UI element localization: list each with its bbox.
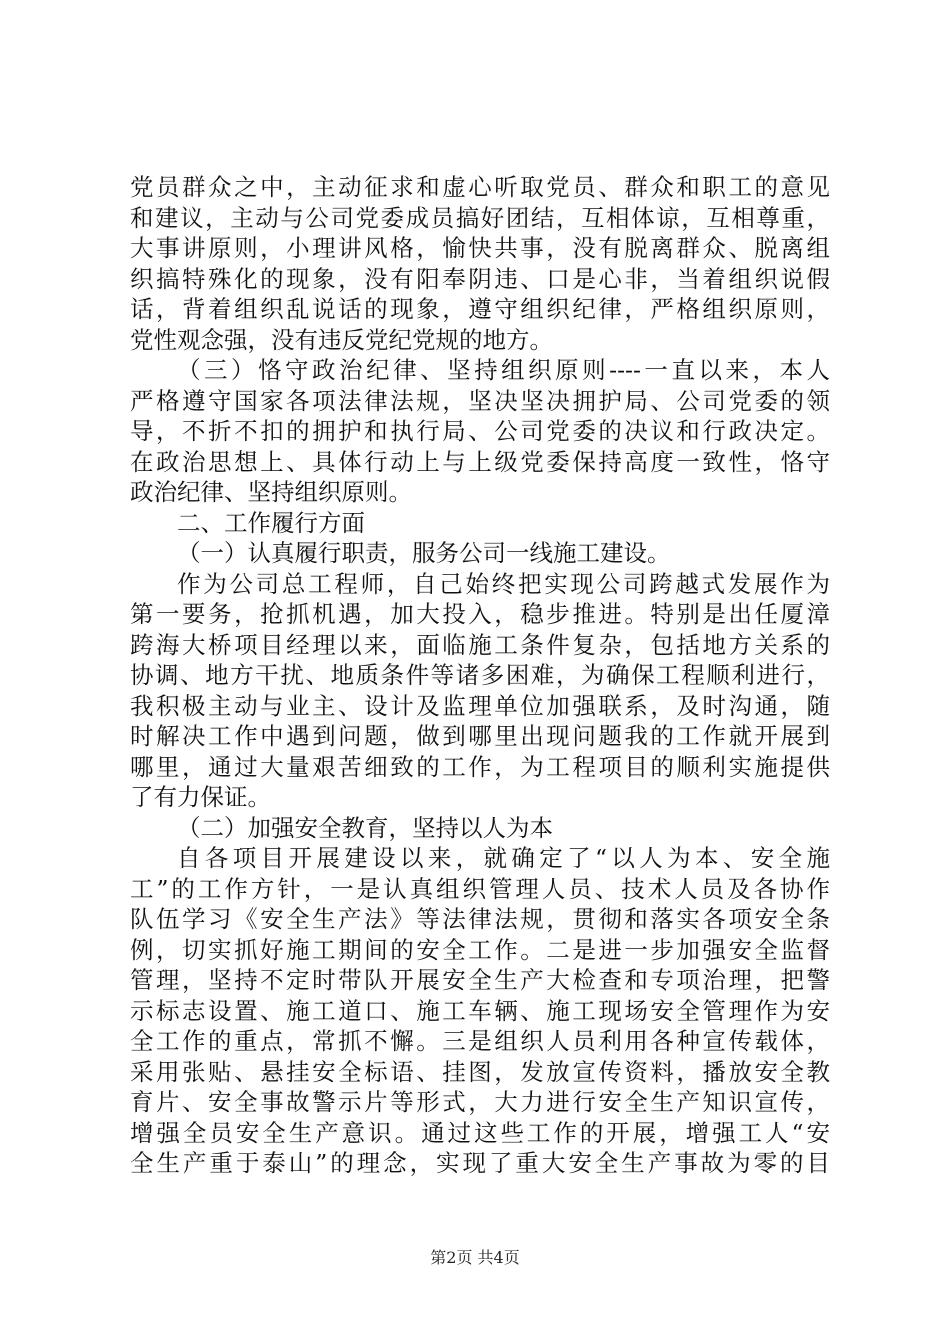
text-line: 全生产重于泰山”的理念，实现了重大安全生产事故为零的目 [130, 1149, 830, 1177]
text-line: 大事讲原则，小理讲风格，愉快共事，没有脱离群众、脱离组 [130, 234, 830, 262]
text-line: 采用张贴、悬挂安全标语、挂图，发放宣传资料，播放安全教 [130, 1057, 830, 1086]
text-line: 哪里，通过大量艰苦细致的工作，为工程项目的顺利实施提供 [130, 752, 830, 781]
text-line: 话，背着组织乱说话的现象，遵守组织纪律，严格组织原则， [130, 295, 830, 323]
text-line: 管理，坚持不定时带队开展安全生产大检查和专项治理，把警 [130, 966, 830, 994]
text-line: 全工作的重点，常抓不懈。三是组织人员利用各种宣传载体， [130, 1027, 830, 1055]
document-body [130, 172, 830, 1179]
text-line: （一）认真履行职责，服务公司一线施工建设。 [177, 539, 671, 567]
text-line: 育片、安全事故警示片等形式，大力进行安全生产知识宣传， [130, 1088, 830, 1116]
text-line: 协调、地方干扰、地质条件等诸多困难，为确保工程顺利进行， [130, 661, 830, 689]
text-line: 增强全员安全生产意识。通过这些工作的开展，增强工人“安 [130, 1118, 830, 1147]
page-footer: 第2页 共4页 [430, 1248, 520, 1267]
text-line: 时解决工作中遇到问题，做到哪里出现问题我的工作就开展到 [130, 722, 830, 750]
text-line: 工”的工作方针，一是认真组织管理人员、技术人员及各协作 [130, 874, 830, 903]
text-line: 二、工作履行方面 [177, 508, 365, 537]
text-line: （三）恪守政治纪律、坚持组织原则----一直以来，本人 [177, 356, 830, 384]
text-line: 严格遵守国家各项法律法规，坚决坚决拥护局、公司党委的领 [130, 386, 830, 415]
text-line: 党员群众之中，主动征求和虚心听取党员、群众和职工的意见 [130, 173, 830, 201]
text-line: 跨海大桥项目经理以来，面临施工条件复杂，包括地方关系的 [130, 630, 830, 659]
text-line: 队伍学习《安全生产法》等法律法规，贯彻和落实各项安全条 [130, 905, 830, 933]
text-line: 党性观念强，没有违反党纪党规的地方。 [130, 325, 553, 354]
text-line: 政治纪律、坚持组织原则。 [130, 478, 412, 506]
text-line: 自各项目开展建设以来，就确定了“以人为本、安全施 [177, 844, 830, 872]
text-line: 例，切实抓好施工期间的安全工作。二是进一步加强安全监督 [130, 935, 830, 964]
text-line: 和建议，主动与公司党委成员搞好团结，互相体谅，互相尊重， [130, 203, 830, 232]
text-line: 织搞特殊化的现象，没有阳奉阴违、口是心非，当着组织说假 [130, 264, 830, 293]
text-line: 我积极主动与业主、设计及监理单位加强联系，及时沟通，随 [130, 691, 830, 720]
text-line: 了有力保证。 [130, 783, 271, 811]
text-line: 第一要务，抢抓机遇，加大投入，稳步推进。特别是出任厦漳 [130, 600, 830, 628]
text-line: 导，不折不扣的拥护和执行局、公司党委的决议和行政决定。 [130, 417, 830, 445]
text-line: 示标志设置、施工道口、施工车辆、施工现场安全管理作为安 [130, 996, 830, 1025]
text-line: 作为公司总工程师，自己始终把实现公司跨越式发展作为 [177, 569, 830, 598]
text-line: （二）加强安全教育，坚持以人为本 [177, 813, 553, 842]
text-line: 在政治思想上、具体行动上与上级党委保持高度一致性，恪守 [130, 447, 830, 476]
